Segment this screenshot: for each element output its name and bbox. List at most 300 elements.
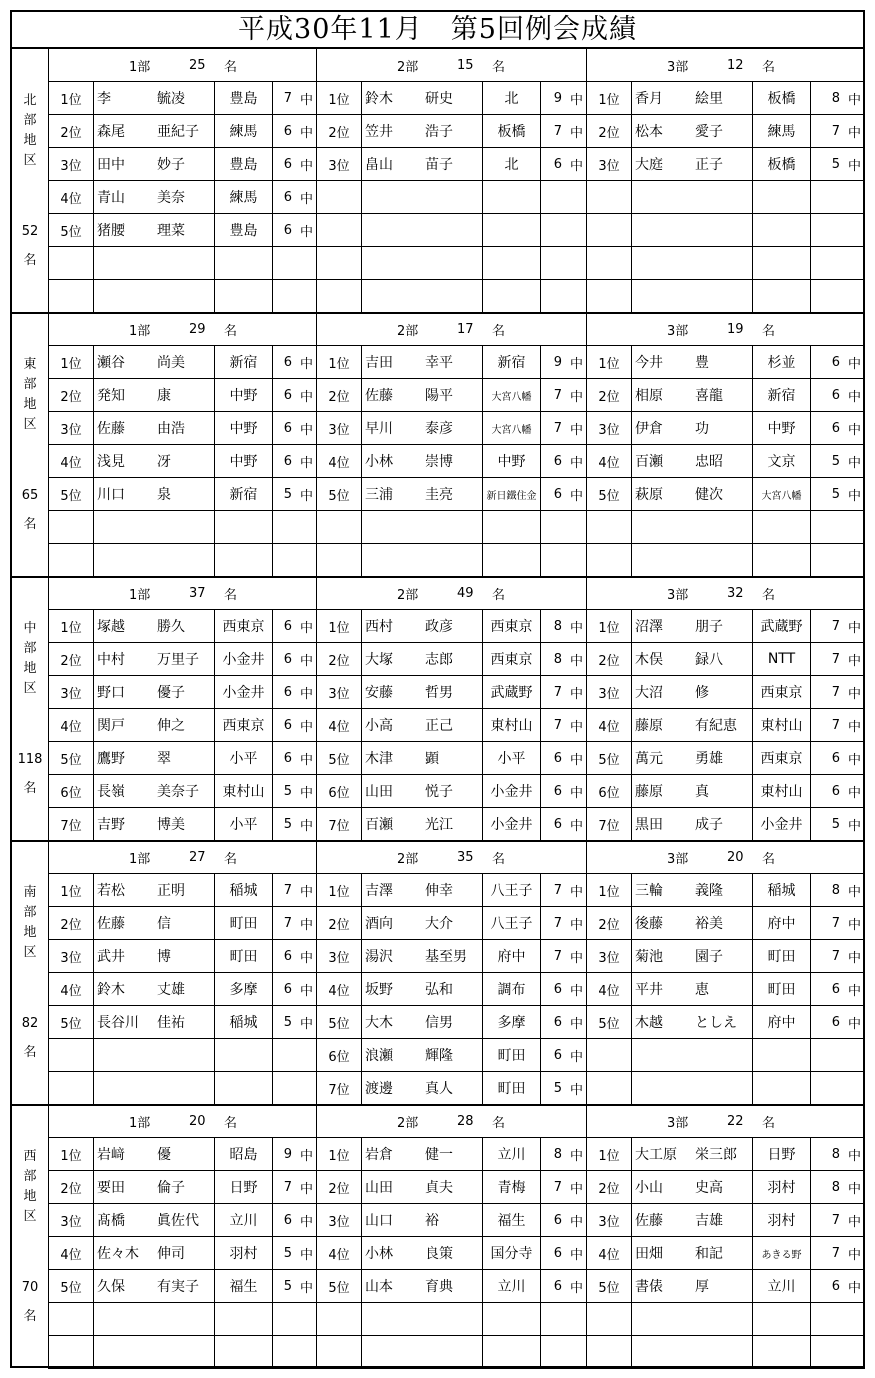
rank: 3位 — [598, 422, 620, 438]
player-given-name: 真人 — [425, 1081, 453, 1097]
rank-cell — [49, 478, 94, 511]
division-header — [317, 49, 587, 82]
player-name-cell — [94, 643, 215, 676]
rank-cell — [49, 511, 94, 544]
score-value: 6 — [553, 453, 562, 469]
player-surname: 三浦 — [365, 487, 393, 503]
player-name-cell — [362, 379, 483, 412]
rank-cell — [317, 610, 362, 643]
player-given-name: 尚美 — [157, 355, 185, 371]
region-name-char: 南 — [23, 885, 37, 900]
player-name-cell — [362, 148, 483, 181]
division-count-unit: 名 — [762, 1115, 776, 1131]
division-label: 2部 — [397, 851, 419, 867]
player-surname: 髙橋 — [97, 1213, 125, 1229]
division-header — [317, 1105, 587, 1138]
score-cell — [273, 280, 317, 313]
score-status: 中 — [847, 752, 861, 768]
region-count-unit: 名 — [23, 253, 37, 268]
score-cell — [273, 478, 317, 511]
rank-cell — [49, 82, 94, 115]
club-cell — [215, 115, 273, 148]
player-surname: 浪瀬 — [365, 1048, 393, 1064]
rank-cell — [587, 1270, 632, 1303]
rank: 5位 — [598, 1016, 620, 1032]
player-given-name: 康 — [157, 388, 171, 404]
player-surname: 塚越 — [97, 619, 125, 635]
player-name-cell — [94, 346, 215, 379]
rank: 4位 — [598, 1247, 620, 1263]
score-cell — [273, 676, 317, 709]
division-label: 1部 — [129, 1115, 151, 1131]
score-value: 7 — [831, 651, 840, 667]
score-cell — [811, 247, 865, 280]
player-name-cell — [632, 742, 753, 775]
score-value: 7 — [831, 684, 840, 700]
player-given-name: 万里子 — [157, 652, 199, 668]
score-cell — [541, 907, 587, 940]
score-value: 9 — [283, 1146, 292, 1162]
player-given-name: 良策 — [425, 1246, 453, 1262]
rank-cell — [49, 115, 94, 148]
club-name: 東村山 — [760, 784, 803, 800]
club-name: 西東京 — [760, 685, 803, 701]
player-name-cell — [632, 1072, 753, 1105]
player-name-cell — [362, 544, 483, 577]
division-count-unit: 名 — [492, 323, 506, 339]
score-cell — [811, 412, 865, 445]
score-value: 5 — [283, 1014, 292, 1030]
region-label — [12, 313, 49, 577]
rank: 2位 — [328, 1181, 350, 1197]
score-value: 7 — [553, 1179, 562, 1195]
player-surname: 佐藤 — [635, 1213, 663, 1229]
player-name-cell — [362, 808, 483, 841]
player-name-cell — [632, 82, 753, 115]
rank-cell — [317, 280, 362, 313]
player-name-cell — [94, 808, 215, 841]
player-surname: 大木 — [365, 1015, 393, 1031]
division-label: 3部 — [667, 59, 689, 75]
rank: 7位 — [328, 1082, 350, 1098]
player-given-name: 成子 — [695, 817, 723, 833]
player-surname: 鈴木 — [97, 982, 125, 998]
player-given-name: 浩子 — [425, 124, 453, 140]
club-cell — [753, 610, 811, 643]
club-cell — [753, 445, 811, 478]
club-cell — [483, 610, 541, 643]
division-label: 2部 — [397, 323, 419, 339]
rank-cell — [49, 346, 94, 379]
club-name: 北 — [504, 91, 519, 107]
player-surname: 山田 — [365, 1180, 393, 1196]
rank-cell — [587, 676, 632, 709]
score-cell — [541, 1006, 587, 1039]
rank: 5位 — [60, 1016, 82, 1032]
rank-cell — [587, 181, 632, 214]
player-name-cell — [94, 973, 215, 1006]
score-value: 6 — [283, 651, 292, 667]
player-name-cell — [632, 775, 753, 808]
rank-cell — [49, 1006, 94, 1039]
score-value: 6 — [831, 1014, 840, 1030]
score-cell — [811, 1204, 865, 1237]
player-surname: 田中 — [97, 157, 125, 173]
club-name: 稲城 — [229, 1015, 258, 1031]
player-given-name: 園子 — [695, 949, 723, 965]
score-status: 中 — [299, 653, 313, 669]
player-surname: 岩倉 — [365, 1147, 393, 1163]
club-cell — [753, 1270, 811, 1303]
score-value: 7 — [283, 882, 292, 898]
player-surname: 吉田 — [365, 355, 393, 371]
player-surname: 大庭 — [635, 157, 663, 173]
score-cell — [811, 1138, 865, 1171]
club-name: 稲城 — [229, 883, 258, 899]
club-cell — [753, 1006, 811, 1039]
rank-cell — [49, 379, 94, 412]
rank: 2位 — [598, 389, 620, 405]
score-value: 6 — [553, 1212, 562, 1228]
player-given-name: 政彦 — [425, 619, 453, 635]
score-cell — [811, 1336, 865, 1369]
rank: 1位 — [598, 1148, 620, 1164]
rank: 1位 — [60, 92, 82, 108]
score-value: 6 — [553, 816, 562, 832]
rank-cell — [49, 1270, 94, 1303]
rank: 5位 — [598, 752, 620, 768]
player-given-name: 悦子 — [425, 784, 453, 800]
club-cell — [215, 346, 273, 379]
rank-cell — [587, 742, 632, 775]
club-cell — [215, 379, 273, 412]
score-cell — [273, 808, 317, 841]
player-name-cell — [362, 247, 483, 280]
rank-cell — [49, 412, 94, 445]
player-surname: 渡邊 — [365, 1081, 393, 1097]
player-surname: 湯沢 — [365, 949, 393, 965]
player-given-name: 由浩 — [157, 421, 185, 437]
club-name: 府中 — [767, 916, 796, 932]
player-name-cell — [362, 1270, 483, 1303]
club-cell — [753, 247, 811, 280]
rank: 4位 — [60, 983, 82, 999]
rank-cell — [587, 1072, 632, 1105]
club-name: 日野 — [767, 1147, 796, 1163]
score-cell — [811, 181, 865, 214]
rank-cell — [587, 874, 632, 907]
rank: 3位 — [598, 686, 620, 702]
score-status: 中 — [847, 356, 861, 372]
rank-cell — [587, 973, 632, 1006]
club-name: 羽村 — [229, 1246, 258, 1262]
score-status: 中 — [299, 1148, 313, 1164]
score-status: 中 — [847, 488, 861, 504]
rank: 1位 — [328, 92, 350, 108]
score-value: 6 — [553, 750, 562, 766]
player-name-cell — [632, 709, 753, 742]
rank: 1位 — [598, 356, 620, 372]
club-cell — [753, 478, 811, 511]
region-name-char: 部 — [23, 905, 37, 920]
club-cell — [483, 379, 541, 412]
player-surname: 萬元 — [635, 751, 663, 767]
score-status: 中 — [847, 422, 861, 438]
division-header — [49, 1105, 317, 1138]
rank-cell — [587, 82, 632, 115]
player-surname: 森尾 — [97, 124, 125, 140]
region-count: 70 — [21, 1280, 39, 1295]
club-name: 大宮八幡 — [491, 424, 532, 436]
club-name: 練馬 — [767, 124, 796, 140]
player-name-cell — [632, 280, 753, 313]
player-surname: 今井 — [635, 355, 663, 371]
rank: 1位 — [598, 884, 620, 900]
club-cell — [753, 82, 811, 115]
player-name-cell — [632, 1138, 753, 1171]
region-label — [12, 577, 49, 841]
score-value: 5 — [831, 486, 840, 502]
score-cell — [541, 742, 587, 775]
score-status: 中 — [847, 158, 861, 174]
rank: 2位 — [328, 917, 350, 933]
rank-cell — [49, 214, 94, 247]
club-name: 小金井 — [760, 817, 803, 833]
club-cell — [483, 511, 541, 544]
rank: 2位 — [328, 653, 350, 669]
club-name: 北 — [504, 157, 519, 173]
score-cell — [541, 478, 587, 511]
player-name-cell — [632, 1171, 753, 1204]
score-cell — [811, 1237, 865, 1270]
club-cell — [483, 115, 541, 148]
score-cell — [541, 1138, 587, 1171]
score-value: 9 — [553, 354, 562, 370]
player-given-name: 研史 — [425, 91, 453, 107]
player-given-name: 眞佐代 — [157, 1213, 199, 1229]
rank: 1位 — [328, 356, 350, 372]
division-count: 32 — [727, 585, 744, 601]
score-value: 6 — [831, 1278, 840, 1294]
player-name-cell — [94, 907, 215, 940]
club-cell — [753, 1204, 811, 1237]
rank: 1位 — [598, 620, 620, 636]
rank-cell — [317, 1237, 362, 1270]
score-value: 7 — [553, 915, 562, 931]
score-status: 中 — [569, 158, 583, 174]
region-name-char: 部 — [23, 377, 37, 392]
club-cell — [483, 544, 541, 577]
club-name: 杉並 — [767, 355, 796, 371]
score-status: 中 — [569, 92, 583, 108]
player-surname: 佐藤 — [365, 388, 393, 404]
score-status: 中 — [299, 191, 313, 207]
score-status: 中 — [299, 950, 313, 966]
score-status: 中 — [569, 653, 583, 669]
club-name: 板橋 — [767, 157, 796, 173]
club-name: 新日鐵住金 — [486, 490, 537, 502]
player-surname: 鈴木 — [365, 91, 393, 107]
player-name-cell — [94, 544, 215, 577]
score-cell — [811, 775, 865, 808]
player-name-cell — [94, 412, 215, 445]
score-status: 中 — [569, 488, 583, 504]
division-label: 3部 — [667, 1115, 689, 1131]
rank: 4位 — [328, 455, 350, 471]
player-given-name: 健次 — [695, 487, 723, 503]
rank-cell — [317, 1336, 362, 1369]
club-cell — [215, 1303, 273, 1336]
player-name-cell — [632, 148, 753, 181]
region-count: 52 — [21, 224, 39, 239]
rank: 7位 — [60, 818, 82, 834]
club-cell — [483, 1204, 541, 1237]
player-name-cell — [632, 346, 753, 379]
rank-cell — [587, 445, 632, 478]
score-value: 7 — [831, 618, 840, 634]
score-status: 中 — [569, 1247, 583, 1263]
score-value: 8 — [831, 1179, 840, 1195]
division-header — [587, 577, 865, 610]
score-cell — [541, 544, 587, 577]
club-cell — [753, 940, 811, 973]
player-given-name: 信 — [157, 916, 171, 932]
score-cell — [811, 148, 865, 181]
score-cell — [541, 1171, 587, 1204]
club-cell — [215, 82, 273, 115]
player-given-name: 正子 — [695, 157, 723, 173]
rank: 5位 — [598, 488, 620, 504]
club-cell — [753, 511, 811, 544]
player-given-name: 正明 — [157, 883, 185, 899]
player-given-name: 豊 — [695, 355, 709, 371]
score-cell — [273, 874, 317, 907]
rank-cell — [49, 709, 94, 742]
club-cell — [483, 676, 541, 709]
region-name-char: 東 — [23, 357, 37, 372]
player-surname: 後藤 — [635, 916, 663, 932]
player-name-cell — [94, 676, 215, 709]
division-header — [587, 841, 865, 874]
club-cell — [483, 412, 541, 445]
club-cell — [753, 1336, 811, 1369]
club-cell — [483, 1336, 541, 1369]
score-status: 中 — [569, 1148, 583, 1164]
score-status: 中 — [299, 983, 313, 999]
rank: 5位 — [328, 1016, 350, 1032]
rank: 1位 — [60, 1148, 82, 1164]
division-count: 27 — [189, 849, 206, 865]
division-count: 37 — [189, 585, 206, 601]
player-given-name: 正己 — [425, 718, 453, 734]
club-cell — [483, 940, 541, 973]
score-status: 中 — [847, 620, 861, 636]
region-name-char: 部 — [23, 1169, 37, 1184]
player-given-name: 大介 — [425, 916, 453, 932]
club-name: 調布 — [497, 982, 526, 998]
club-name: 羽村 — [767, 1213, 796, 1229]
page-title: 平成30年11月 第5回例会成績 — [12, 12, 863, 49]
score-cell — [811, 511, 865, 544]
rank: 2位 — [328, 389, 350, 405]
score-value: 6 — [283, 123, 292, 139]
region-name-char: 地 — [23, 133, 37, 148]
division-header — [587, 313, 865, 346]
player-name-cell — [632, 1204, 753, 1237]
region-name-char: 区 — [23, 945, 37, 960]
score-value: 5 — [283, 1278, 292, 1294]
score-cell — [811, 379, 865, 412]
score-cell — [541, 1072, 587, 1105]
rank: 3位 — [598, 950, 620, 966]
score-value: 8 — [831, 882, 840, 898]
player-surname: 木越 — [635, 1015, 663, 1031]
rank-cell — [49, 1237, 94, 1270]
player-surname: 黒田 — [635, 817, 663, 833]
club-cell — [215, 874, 273, 907]
score-status: 中 — [569, 1082, 583, 1098]
player-name-cell — [94, 379, 215, 412]
club-cell — [483, 1237, 541, 1270]
score-status: 中 — [847, 719, 861, 735]
rank: 3位 — [328, 158, 350, 174]
player-given-name: 丈雄 — [157, 982, 185, 998]
club-cell — [483, 1006, 541, 1039]
rank-cell — [317, 478, 362, 511]
player-surname: 大沼 — [635, 685, 663, 701]
rank-cell — [317, 445, 362, 478]
score-status: 中 — [569, 389, 583, 405]
score-value: 7 — [831, 717, 840, 733]
player-given-name: 栄三郎 — [695, 1147, 737, 1163]
score-value: 6 — [831, 981, 840, 997]
player-surname: 佐々木 — [97, 1246, 139, 1262]
score-status: 中 — [299, 224, 313, 240]
player-surname: 山田 — [365, 784, 393, 800]
score-value: 6 — [831, 387, 840, 403]
division-count-unit: 名 — [224, 323, 238, 339]
player-name-cell — [632, 478, 753, 511]
score-cell — [273, 379, 317, 412]
player-name-cell — [632, 1336, 753, 1369]
score-cell — [811, 1270, 865, 1303]
score-value: 6 — [283, 156, 292, 172]
player-surname: 山本 — [365, 1279, 393, 1295]
club-cell — [215, 544, 273, 577]
score-cell — [811, 643, 865, 676]
region-name-char: 区 — [23, 417, 37, 432]
region-name-char: 区 — [23, 1209, 37, 1224]
player-name-cell — [362, 1171, 483, 1204]
rank: 3位 — [598, 158, 620, 174]
player-given-name: 弘和 — [425, 982, 453, 998]
division-count: 12 — [727, 57, 744, 73]
club-cell — [483, 643, 541, 676]
score-cell — [811, 115, 865, 148]
score-value: 6 — [553, 1047, 562, 1063]
region-count: 82 — [21, 1016, 39, 1031]
rank: 3位 — [60, 686, 82, 702]
score-status: 中 — [299, 917, 313, 933]
club-cell — [215, 1039, 273, 1072]
player-surname: 小高 — [365, 718, 393, 734]
score-cell — [273, 1336, 317, 1369]
player-surname: 藤原 — [635, 784, 663, 800]
club-cell — [753, 115, 811, 148]
rank-cell — [49, 676, 94, 709]
club-cell — [483, 148, 541, 181]
division-count-unit: 名 — [492, 59, 506, 75]
